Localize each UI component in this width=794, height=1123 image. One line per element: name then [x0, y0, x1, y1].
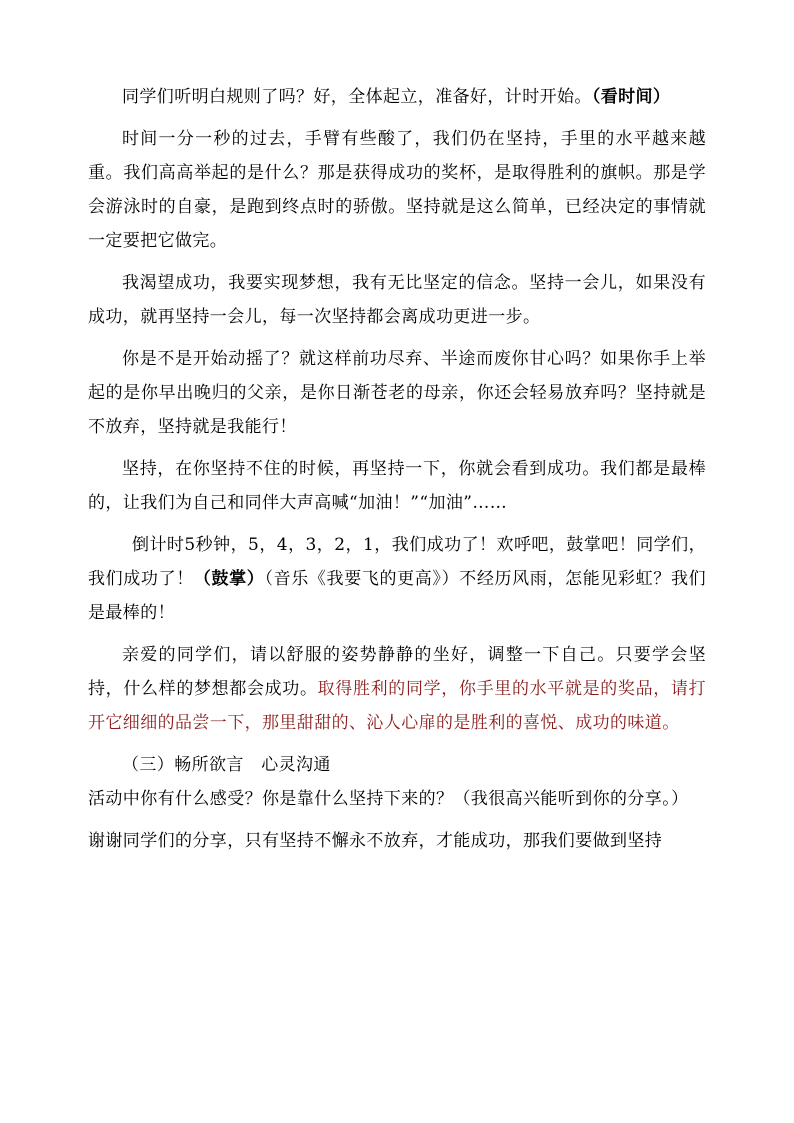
- paragraph-instructions: [88, 80, 706, 114]
- section-heading: （三）畅所欲言 心灵沟通: [122, 755, 331, 775]
- paragraph-discussion: 活动中你有什么感受？你是靠什么坚持下来的？（我很高兴能听到你的分享。）: [88, 789, 689, 809]
- paragraph-text: 亲爱的同学们，请以舒服的姿势静静的坐好，调整一下自己。只要学会坚持，什么样的梦想都会成功。: [88, 645, 706, 699]
- paragraph-text: （音乐《我要飞的更高》）不经历风雨，怎能见彩虹？我们是最棒的！: [88, 569, 706, 623]
- paragraph-countdown: [88, 528, 706, 630]
- stage-direction: （鼓掌）: [193, 569, 265, 589]
- paragraph-desire-success: 我渴望成功，我要实现梦想，我有无比坚定的信念。坚持一会儿，如果没有成功，就再坚持一会儿，每一次坚持都会离成功更进一步。: [88, 273, 706, 327]
- paragraph-keep-going: 坚持，在你坚持不住的时候，再坚持一下，你就会看到成功。我们都是最棒的，让我们为自己和同伴大声高喊“加油！”“加油”……: [88, 459, 706, 513]
- paragraph-text: 倒计时5秒钟，5，4，3，2，1，我们成功了！欢呼吧，鼓掌吧！同学们，我们成功了！: [88, 535, 706, 589]
- paragraph-time-passing: 时间一分一秒的过去，手臂有些酸了，我们仍在坚持，手里的水平越来越重。我们高高举起的是什么？那是获得成功的奖杯，是取得胜利的旗帜。那是学会游泳时的自豪，是跑到终点时的骄傲。坚持就是这么简单，已经决定的事情就一定要把它做完。: [88, 129, 706, 251]
- paragraph-text: 同学们听明白规则了吗？好，全体起立，准备好，计时开始。: [122, 87, 592, 107]
- paragraph-thanks: 谢谢同学们的分享，只有坚持不懈永不放弃，才能成功，那我们要做到坚持: [88, 831, 663, 851]
- paragraph-wavering: 你是不是开始动摇了？就这样前功尽弃、半途而废你甘心吗？如果你手上举起的是你早出晚归的父亲，是你日渐苍老的母亲，你还会轻易放弃吗？坚持就是不放弃，坚持就是我能行！: [88, 349, 706, 437]
- paragraph-relax: [88, 638, 706, 740]
- document-page: [88, 80, 706, 858]
- stage-direction: （看时间）: [591, 87, 671, 107]
- highlighted-text: 取得胜利的同学，你手里的水平就是的奖品，请打开它细细的品尝一下，那里甜甜的、沁人心扉的是胜利的喜悦、成功的味道。: [88, 679, 706, 733]
